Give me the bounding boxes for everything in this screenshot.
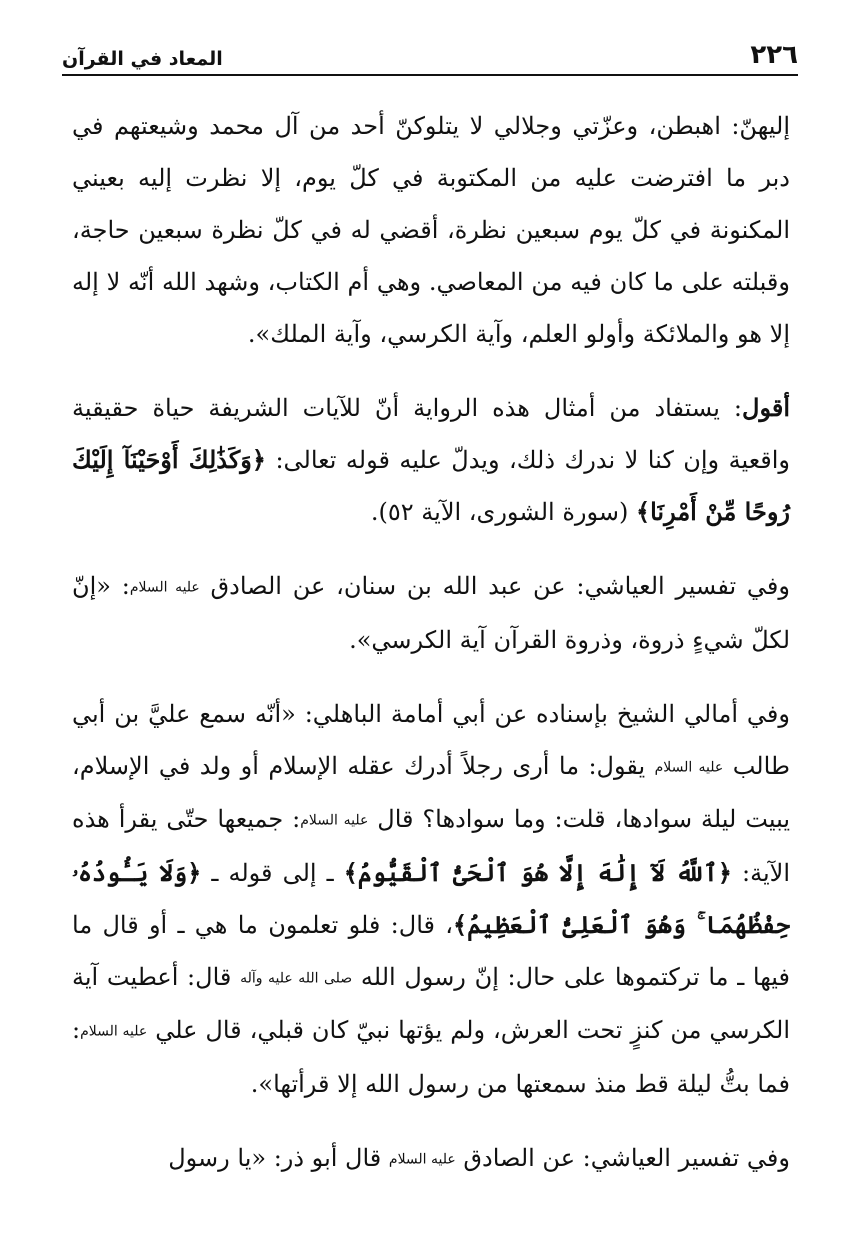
honorific-glyph: عليه السلام: [654, 759, 724, 775]
body-text: [72, 100, 790, 1185]
paragraph-3: [72, 560, 790, 666]
paragraph-text: وفي تفسير العياشي: عن عبد الله بن سنان، عن الصادق: [199, 572, 790, 600]
paragraph-5: [72, 1132, 790, 1186]
paragraph-text: وفي تفسير العياشي: عن الصادق: [455, 1143, 790, 1172]
paragraph-divider: [72, 1110, 790, 1132]
paragraph-2: [72, 382, 790, 538]
quran-verse: ﴿وَكَذَٰلِكَ أَوْحَيْنَآ إِلَيْكَ رُوحًا مِّنْ أَمْرِنَا﴾: [72, 445, 790, 526]
paragraph-text: : جميعها حتّى يقرأ هذه الآية:: [72, 805, 790, 887]
paragraph-divider: [72, 360, 790, 382]
paragraph-text: وفي أمالي الشيخ بإسناده عن أبي أمامة الباهلي: «أنّه سمع عليَّ بن أبي طالب: [72, 699, 790, 780]
running-header: [62, 30, 798, 76]
paragraph-text: : يستفاد من أمثال هذه الرواية أنّ للآيات الشريفة حياة حقيقية واقعية وإن كنا لا ندرك ذلك، ويدلّ عليه قوله تعالى:: [72, 394, 791, 474]
quran-verse: ﴿وَلَا يَـُٔودُهُۥ حِفْظُهُمَا ۚ وَهُوَ ٱلْعَلِىُّ ٱلْعَظِيمُ﴾: [72, 857, 791, 939]
honorific-glyph: عليه السلام: [388, 1151, 456, 1167]
paragraph-text: ـ إلى قوله ـ: [201, 858, 344, 887]
paragraph-text: (سورة الشورى، الآية ٥٢).: [370, 498, 637, 526]
paragraph-lead-word: أقول: [742, 393, 791, 422]
paragraph-text: : «إنّ لكلّ شيءٍ ذروة، وذروة القرآن آية الكرسي».: [72, 572, 790, 654]
paragraph-text: قال: أعطيت آية الكرسي من كنزٍ تحت العرش، ولم يؤتها نبيّ كان قبلي، قال علي: [72, 962, 790, 1044]
paragraph-divider: [72, 666, 790, 688]
honorific-glyph: صلى الله عليه وآله: [240, 970, 353, 986]
paragraph-text: إليهنّ: اهبطن، وعزّتي وجلالي لا يتلوكنّ أحد من آل محمد وشيعتهم في دبر ما افترضت عليه من المكتوبة في كلّ يوم، إلا نظرت إليه بعيني المكنونة في كلّ يوم سبعين نظرة، أقضي له في كلّ نظرة سبعين حاجة، وقبلته على ما كان فيه من المعاصي. وهي أم الكتاب، وشهد الله أنّه لا إله إلا هو والملائكة وأولو العلم، وآية الكرسي، وآية الملك».: [72, 112, 790, 348]
paragraph-text: : فما بتُّ ليلة قط منذ سمعتها من رسول الله إلا قرأتها».: [72, 1016, 790, 1098]
paragraph-divider: [72, 538, 790, 560]
paragraph-1: [72, 100, 790, 360]
quran-verse: ﴿ٱللَّهُ لَآ إِلَٰهَ إِلَّا هُوَ ٱلْحَىُّ ٱلْقَيُّومُ﴾: [343, 857, 732, 887]
honorific-glyph: عليه السلام: [300, 812, 369, 829]
paragraph-text: يقول: ما أرى رجلاً أدرك عقله الإسلام أو ولد في الإسلام، يبيت ليلة سوادها، قلت: وما سوادها؟ قال: [72, 751, 790, 833]
paragraph-4: [72, 688, 790, 1110]
page-number: ٢٢٦: [750, 40, 798, 70]
paragraph-text: قال أبو ذر: «يا رسول: [168, 1143, 389, 1172]
honorific-glyph: عليه السلام: [129, 579, 200, 596]
honorific-glyph: عليه السلام: [80, 1023, 148, 1040]
paragraph-text: ، قال: فلو تعلمون ما هي ـ أو قال ما فيها ـ ما تركتموها على حال: إنّ رسول الله: [72, 910, 791, 991]
running-title: المعاد في القرآن: [62, 48, 223, 70]
